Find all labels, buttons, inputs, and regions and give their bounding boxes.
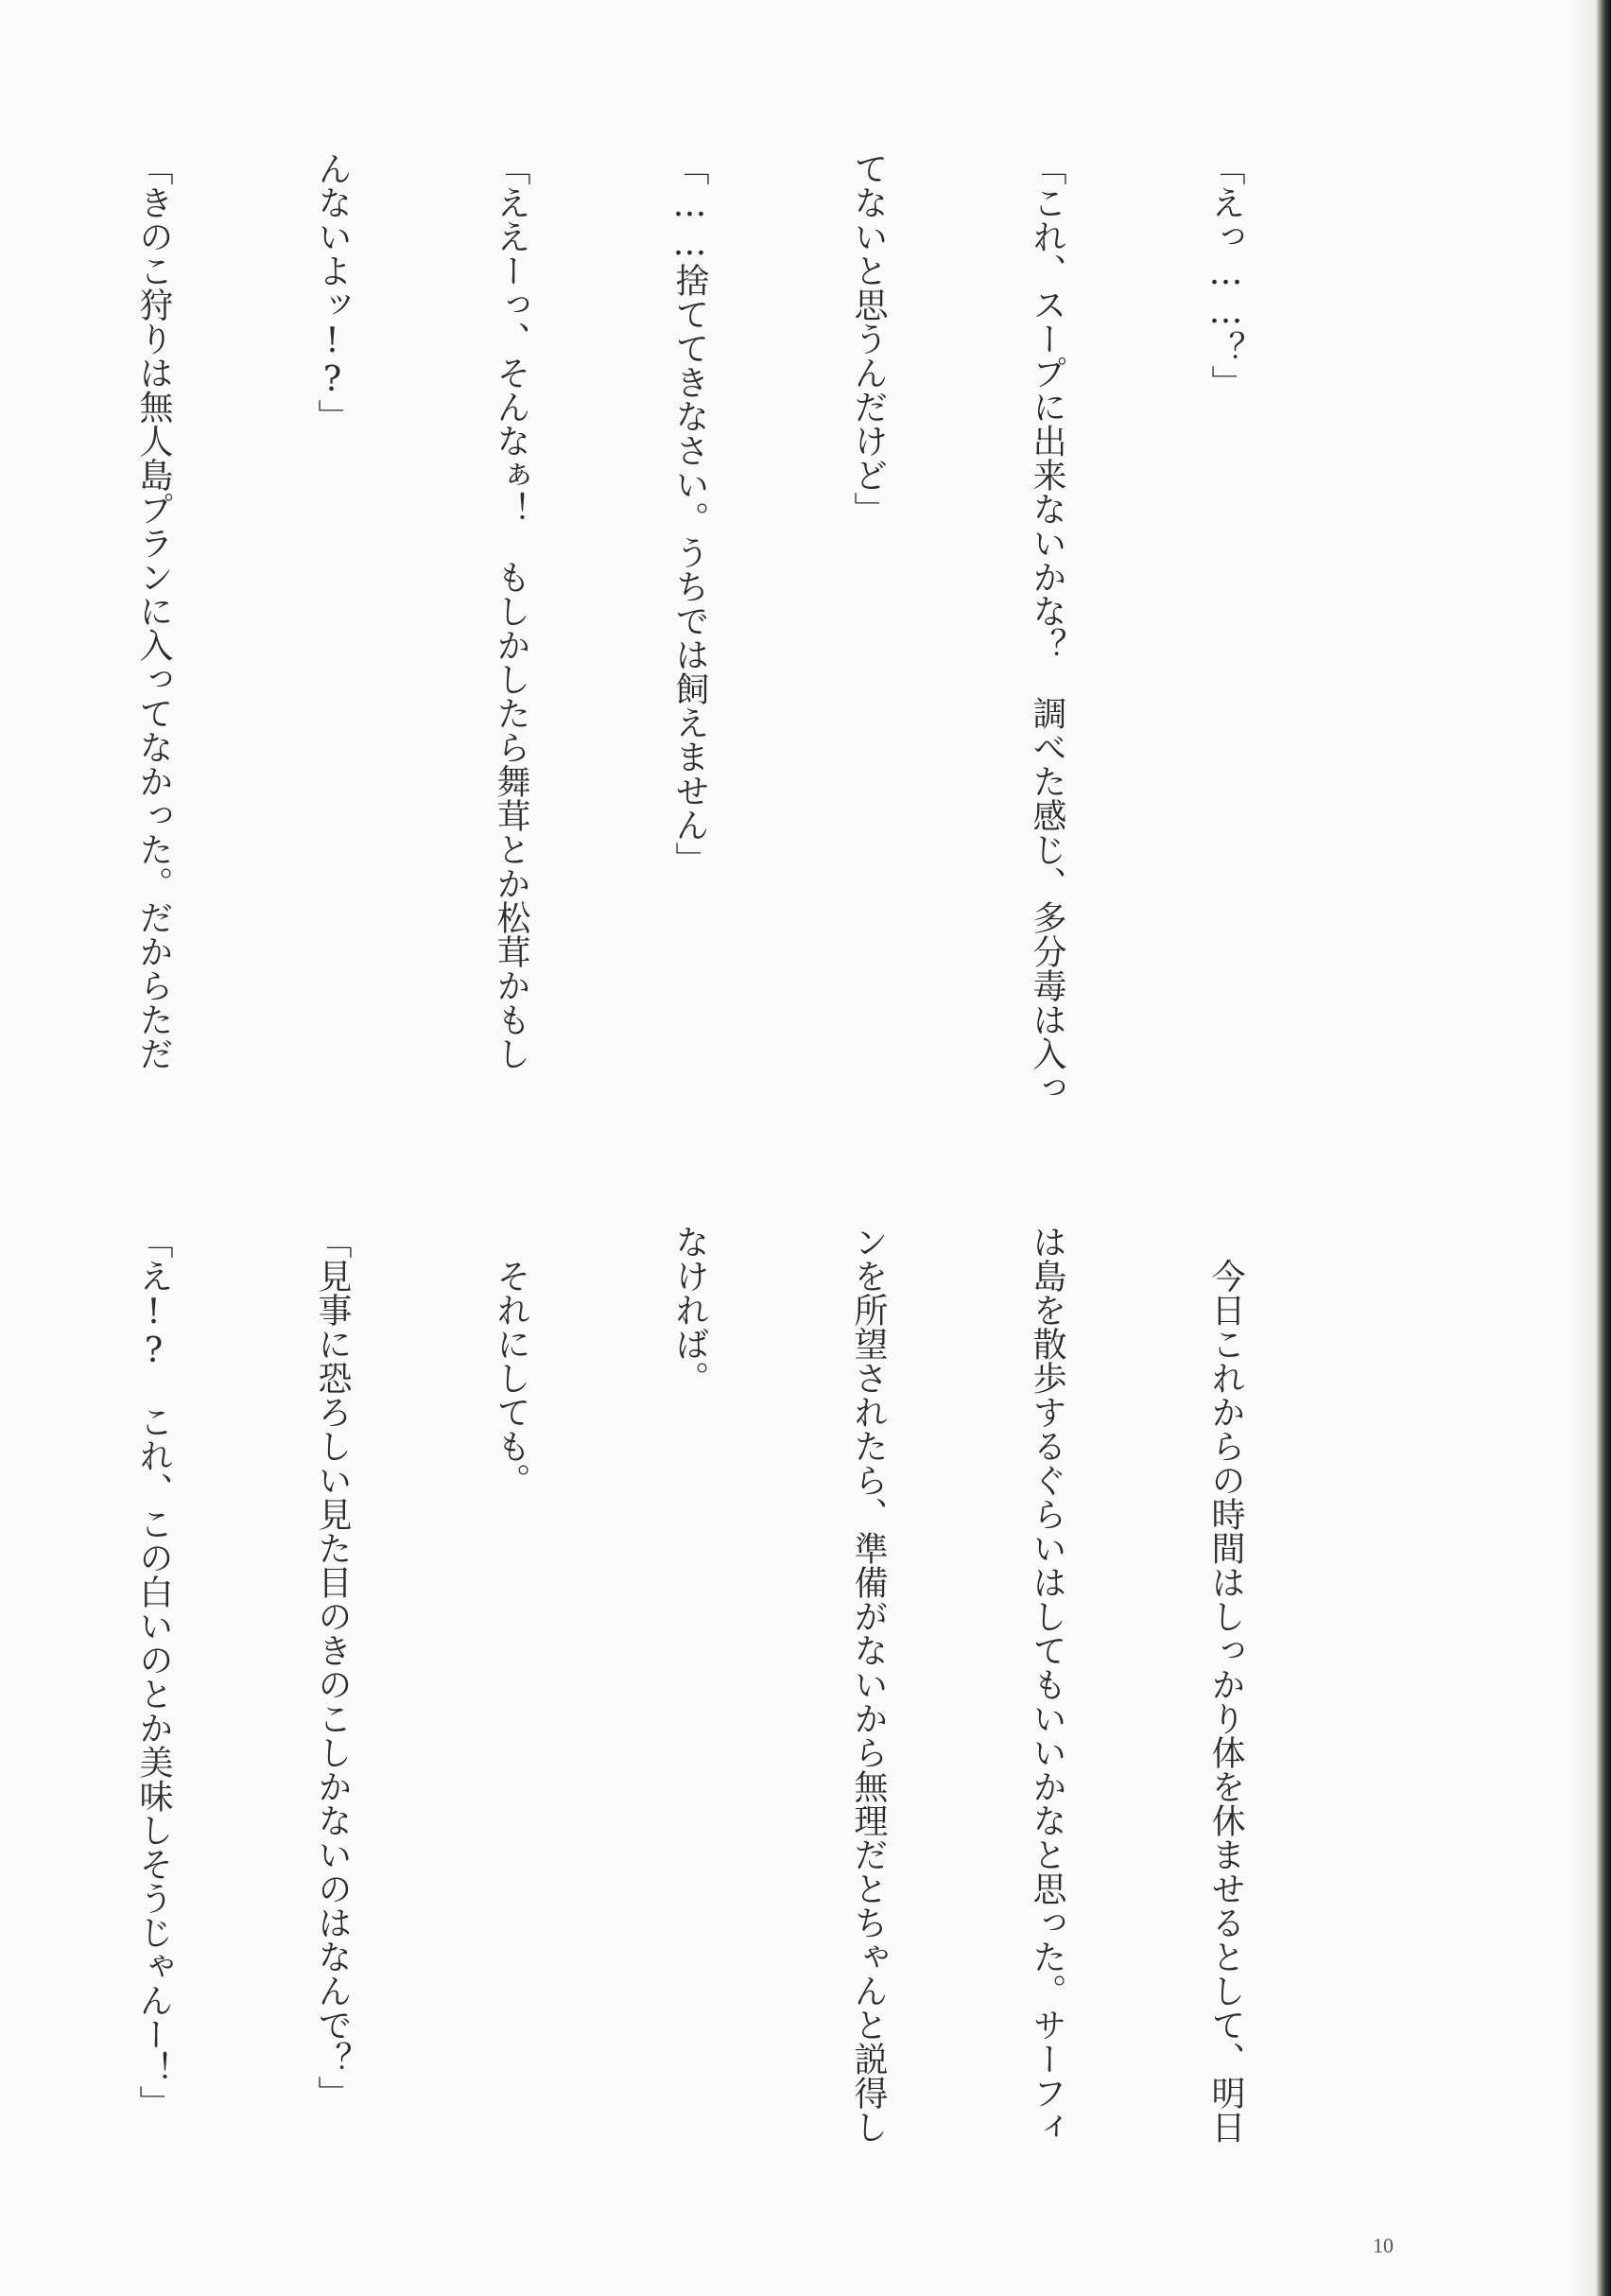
text-column: 「これ、スープに出来ないかな？ 調べた感じ、多分毒は入っ xyxy=(1028,151,1066,1105)
upper-text-block xyxy=(0,151,1375,1105)
text-column: 「ええーっ、そんなぁ！ もしかしたら舞茸とか松茸かもし xyxy=(492,151,530,1070)
text-column: それにしても。 xyxy=(492,1225,530,1497)
text-column: 「えっ……？」 xyxy=(1206,151,1245,399)
text-column: 今日これからの時間はしっかり体を休ませるとして、明日 xyxy=(1206,1225,1245,2144)
text-column: 「……捨ててきなさい。うちでは飼えません」 xyxy=(670,151,709,876)
text-column: なければ。 xyxy=(670,1225,709,1395)
text-column: 「え!? これ、この白いのとか美味しそうじゃんー！」 xyxy=(134,1225,173,2119)
binding-edge xyxy=(1596,0,1611,2296)
text-column xyxy=(0,1225,5,2279)
text-column: は島を散歩するぐらいはしてもいいかなと思った。サーフィ xyxy=(1028,1225,1066,2144)
text-column: 「見事に恐ろしい見た目のきのこしかないのはなんで？」 xyxy=(313,1225,352,2110)
text-column: 「きのこ狩りは無人島プランに入ってなかった。だからただ xyxy=(134,151,173,1070)
text-column: んないよッ!?」 xyxy=(313,151,352,433)
text-column: てないと思うんだけど」 xyxy=(849,151,888,526)
page-number: 10 xyxy=(1373,2234,1394,2257)
lower-text-block xyxy=(0,1225,1375,2279)
text-column: ンを所望されたら、準備がないから無理だとちゃんと説得し xyxy=(849,1225,888,2144)
page-gutter-shadow xyxy=(1568,0,1596,2296)
text-column xyxy=(0,151,5,1105)
